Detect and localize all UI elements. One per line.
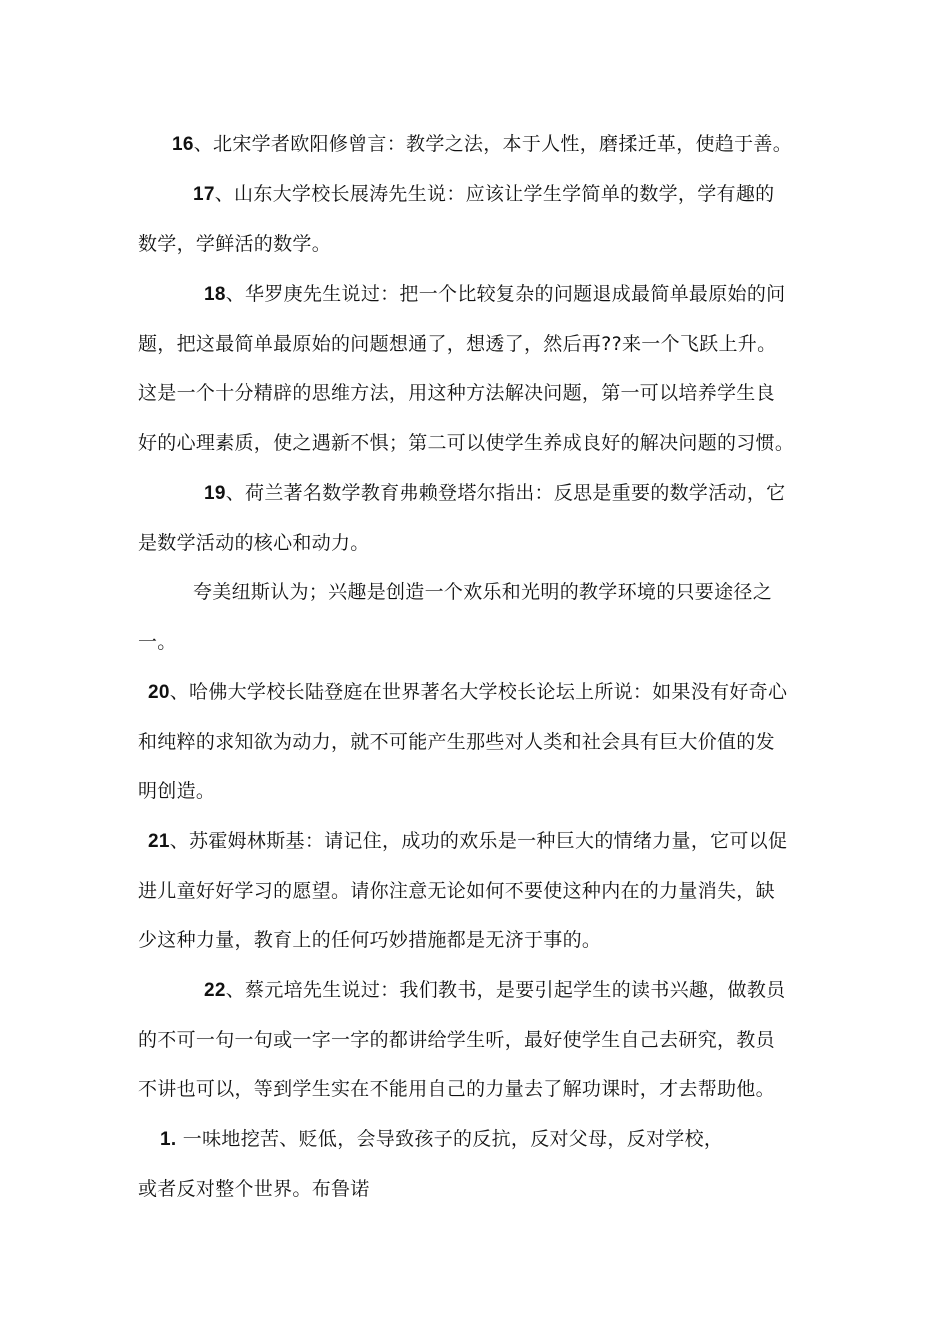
paragraph-20-line-3: 明创造。 [138, 780, 216, 802]
paragraph-20-line-2: 和纯粹的求知欲为动力，就不可能产生那些对人类和社会具有巨大价值的发 [138, 731, 775, 753]
paragraph-number: 20 [148, 682, 170, 703]
paragraph-comenius-line-2: 一。 [138, 631, 177, 653]
paragraph-21-line-2: 进儿童好好学习的愿望。请你注意无论如何不要使这种内在的力量消失，缺 [138, 880, 775, 902]
paragraph-21-line-3: 少这种力量，教育上的任何巧妙措施都是无济于事的。 [138, 929, 602, 951]
paragraph-text: 、荷兰著名数学教育弗赖登塔尔指出：反思是重要的数学活动，它 [225, 482, 786, 504]
paragraph-22-line-3: 不讲也可以，等到学生实在不能用自己的力量去了解功课时，才去帮助他。 [138, 1078, 775, 1100]
paragraph-18-line-3: 这是一个十分精辟的思维方法，用这种方法解决问题，第一可以培养学生良 [138, 382, 775, 404]
paragraph-text: 、北宋学者欧阳修曾言：教学之法，本于人性，磨揉迁革，使趋于善。 [193, 133, 793, 155]
paragraph-19-line-1 [204, 481, 785, 506]
paragraph-number: 21 [148, 831, 170, 852]
paragraph-17-line-1 [193, 182, 774, 207]
paragraph-number: 16 [172, 134, 194, 155]
paragraph-18-line-2: 题，把这最简单最原始的问题想通了，想透了，然后再??来一个飞跃上升。 [138, 333, 777, 355]
paragraph-18-line-4: 好的心理素质，使之遇新不惧；第二可以使学生养成良好的解决问题的习惯。 [138, 432, 795, 454]
paragraph-18-line-1 [204, 282, 785, 307]
paragraph-text: 、华罗庚先生说过：把一个比较复杂的问题退成最简单最原始的问 [225, 283, 786, 305]
paragraph-text: 、山东大学校长展涛先生说：应该让学生学简单的数学，学有趣的 [214, 183, 775, 205]
paragraph-comenius-line-1: 夸美纽斯认为；兴趣是创造一个欢乐和光明的教学环境的只要途径之 [193, 581, 773, 603]
paragraph-text: 、蔡元培先生说过：我们教书，是要引起学生的读书兴趣，做教员 [225, 979, 786, 1001]
paragraph-number: 17 [193, 184, 215, 205]
paragraph-number: 22 [204, 980, 226, 1001]
paragraph-22-line-2: 的不可一句一句或一字一字的都讲给学生听，最好使学生自己去研究，教员 [138, 1029, 775, 1051]
paragraph-number: 1. [160, 1129, 177, 1150]
paragraph-text: 一味地挖苦、贬低，会导致孩子的反抗，反对父母，反对学校， [182, 1128, 724, 1150]
paragraph-17-line-2: 数学，学鲜活的数学。 [138, 233, 332, 255]
paragraph-number: 18 [204, 284, 226, 305]
paragraph-21-line-1 [148, 829, 787, 854]
paragraph-text: 、苏霍姆林斯基：请记住，成功的欢乐是一种巨大的情绪力量，它可以促 [169, 830, 788, 852]
paragraph-1-line-2: 或者反对整个世界。布鲁诺 [138, 1178, 370, 1200]
paragraph-text: 、哈佛大学校长陆登庭在世界著名大学校长论坛上所说：如果没有好奇心 [169, 681, 788, 703]
paragraph-16-line-1 [172, 132, 792, 157]
paragraph-19-line-2: 是数学活动的核心和动力。 [138, 532, 370, 554]
paragraph-number: 19 [204, 483, 226, 504]
paragraph-22-line-1 [204, 978, 785, 1003]
paragraph-1-line-1 [160, 1127, 723, 1152]
paragraph-20-line-1 [148, 680, 787, 705]
